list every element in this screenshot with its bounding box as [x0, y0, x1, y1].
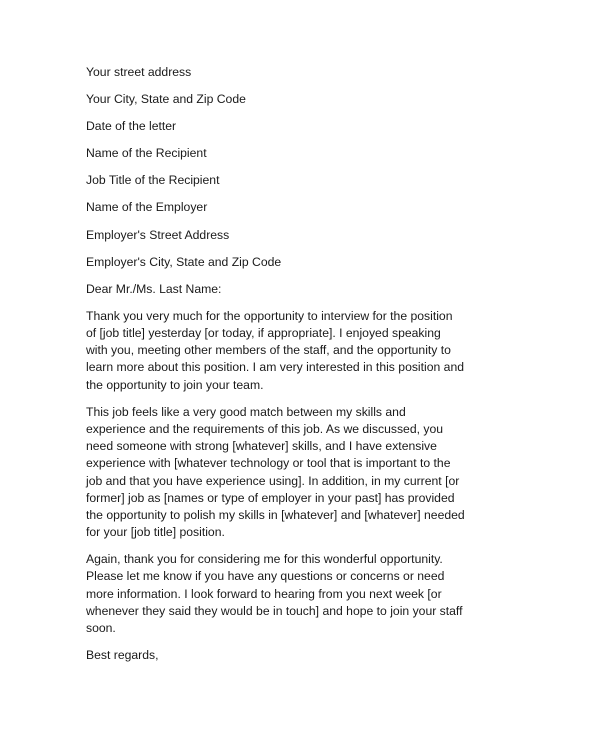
paragraph-line: whenever they said they would be in touch] and hope to join your staff [86, 603, 463, 618]
paragraph-line: soon. [86, 621, 116, 636]
paragraph-line: Please let me know if you have any questions or concerns or need [86, 569, 445, 584]
letter-date: Date of the letter [86, 119, 177, 134]
sender-recipient-block [86, 64, 431, 271]
paragraph-line: Thank you very much for the opportunity to interview for the position [86, 308, 453, 323]
paragraph-line: more information. I look forward to hearing from you next week [or [86, 586, 442, 601]
paragraph-line: Again, thank you for considering me for this wonderful opportunity. [86, 552, 443, 567]
paragraph-line: experience with [whatever technology or tool that is important to the [86, 456, 451, 471]
body-paragraph-1 [86, 308, 465, 394]
thank-you-letter [86, 64, 465, 664]
closing: Best regards, [86, 648, 159, 663]
recipient-name: Name of the Recipient [86, 146, 207, 161]
employer-street-address: Employer's Street Address [86, 227, 230, 242]
paragraph-line: the opportunity to join your team. [86, 377, 264, 392]
paragraph-line: job and that you have experience using]. In addition, in my current [or [86, 473, 460, 488]
paragraph-line: This job feels like a very good match between my skills and [86, 404, 406, 419]
paragraph-line: learn more about this position. I am very interested in this position and [86, 360, 465, 375]
body-paragraph-2 [86, 404, 465, 542]
sender-city-state-zip: Your City, State and Zip Code [86, 92, 246, 107]
recipient-job-title: Job Title of the Recipient [86, 173, 220, 188]
paragraph-line: need someone with strong [whatever] skills, and I have extensive [86, 439, 437, 454]
paragraph-line: experience and the requirements of this job. As we discussed, you [86, 421, 444, 436]
body-paragraph-3 [86, 551, 463, 637]
paragraph-line: the opportunity to polish my skills in [whatever] and [whatever] needed [86, 507, 465, 522]
paragraph-line: of [job title] yesterday [or today, if appropriate]. I enjoyed speaking [86, 326, 441, 341]
paragraph-line: with you, meeting other members of the staff, and the opportunity to [86, 343, 451, 358]
salutation: Dear Mr./Ms. Last Name: [86, 281, 222, 296]
sender-street-address: Your street address [86, 65, 192, 79]
employer-name: Name of the Employer [86, 200, 208, 215]
paragraph-line: for your [job title] position. [86, 525, 225, 540]
paragraph-line: former] job as [names or type of employer in your past] has provided [86, 490, 455, 505]
employer-city-state-zip: Employer's City, State and Zip Code [86, 254, 282, 269]
